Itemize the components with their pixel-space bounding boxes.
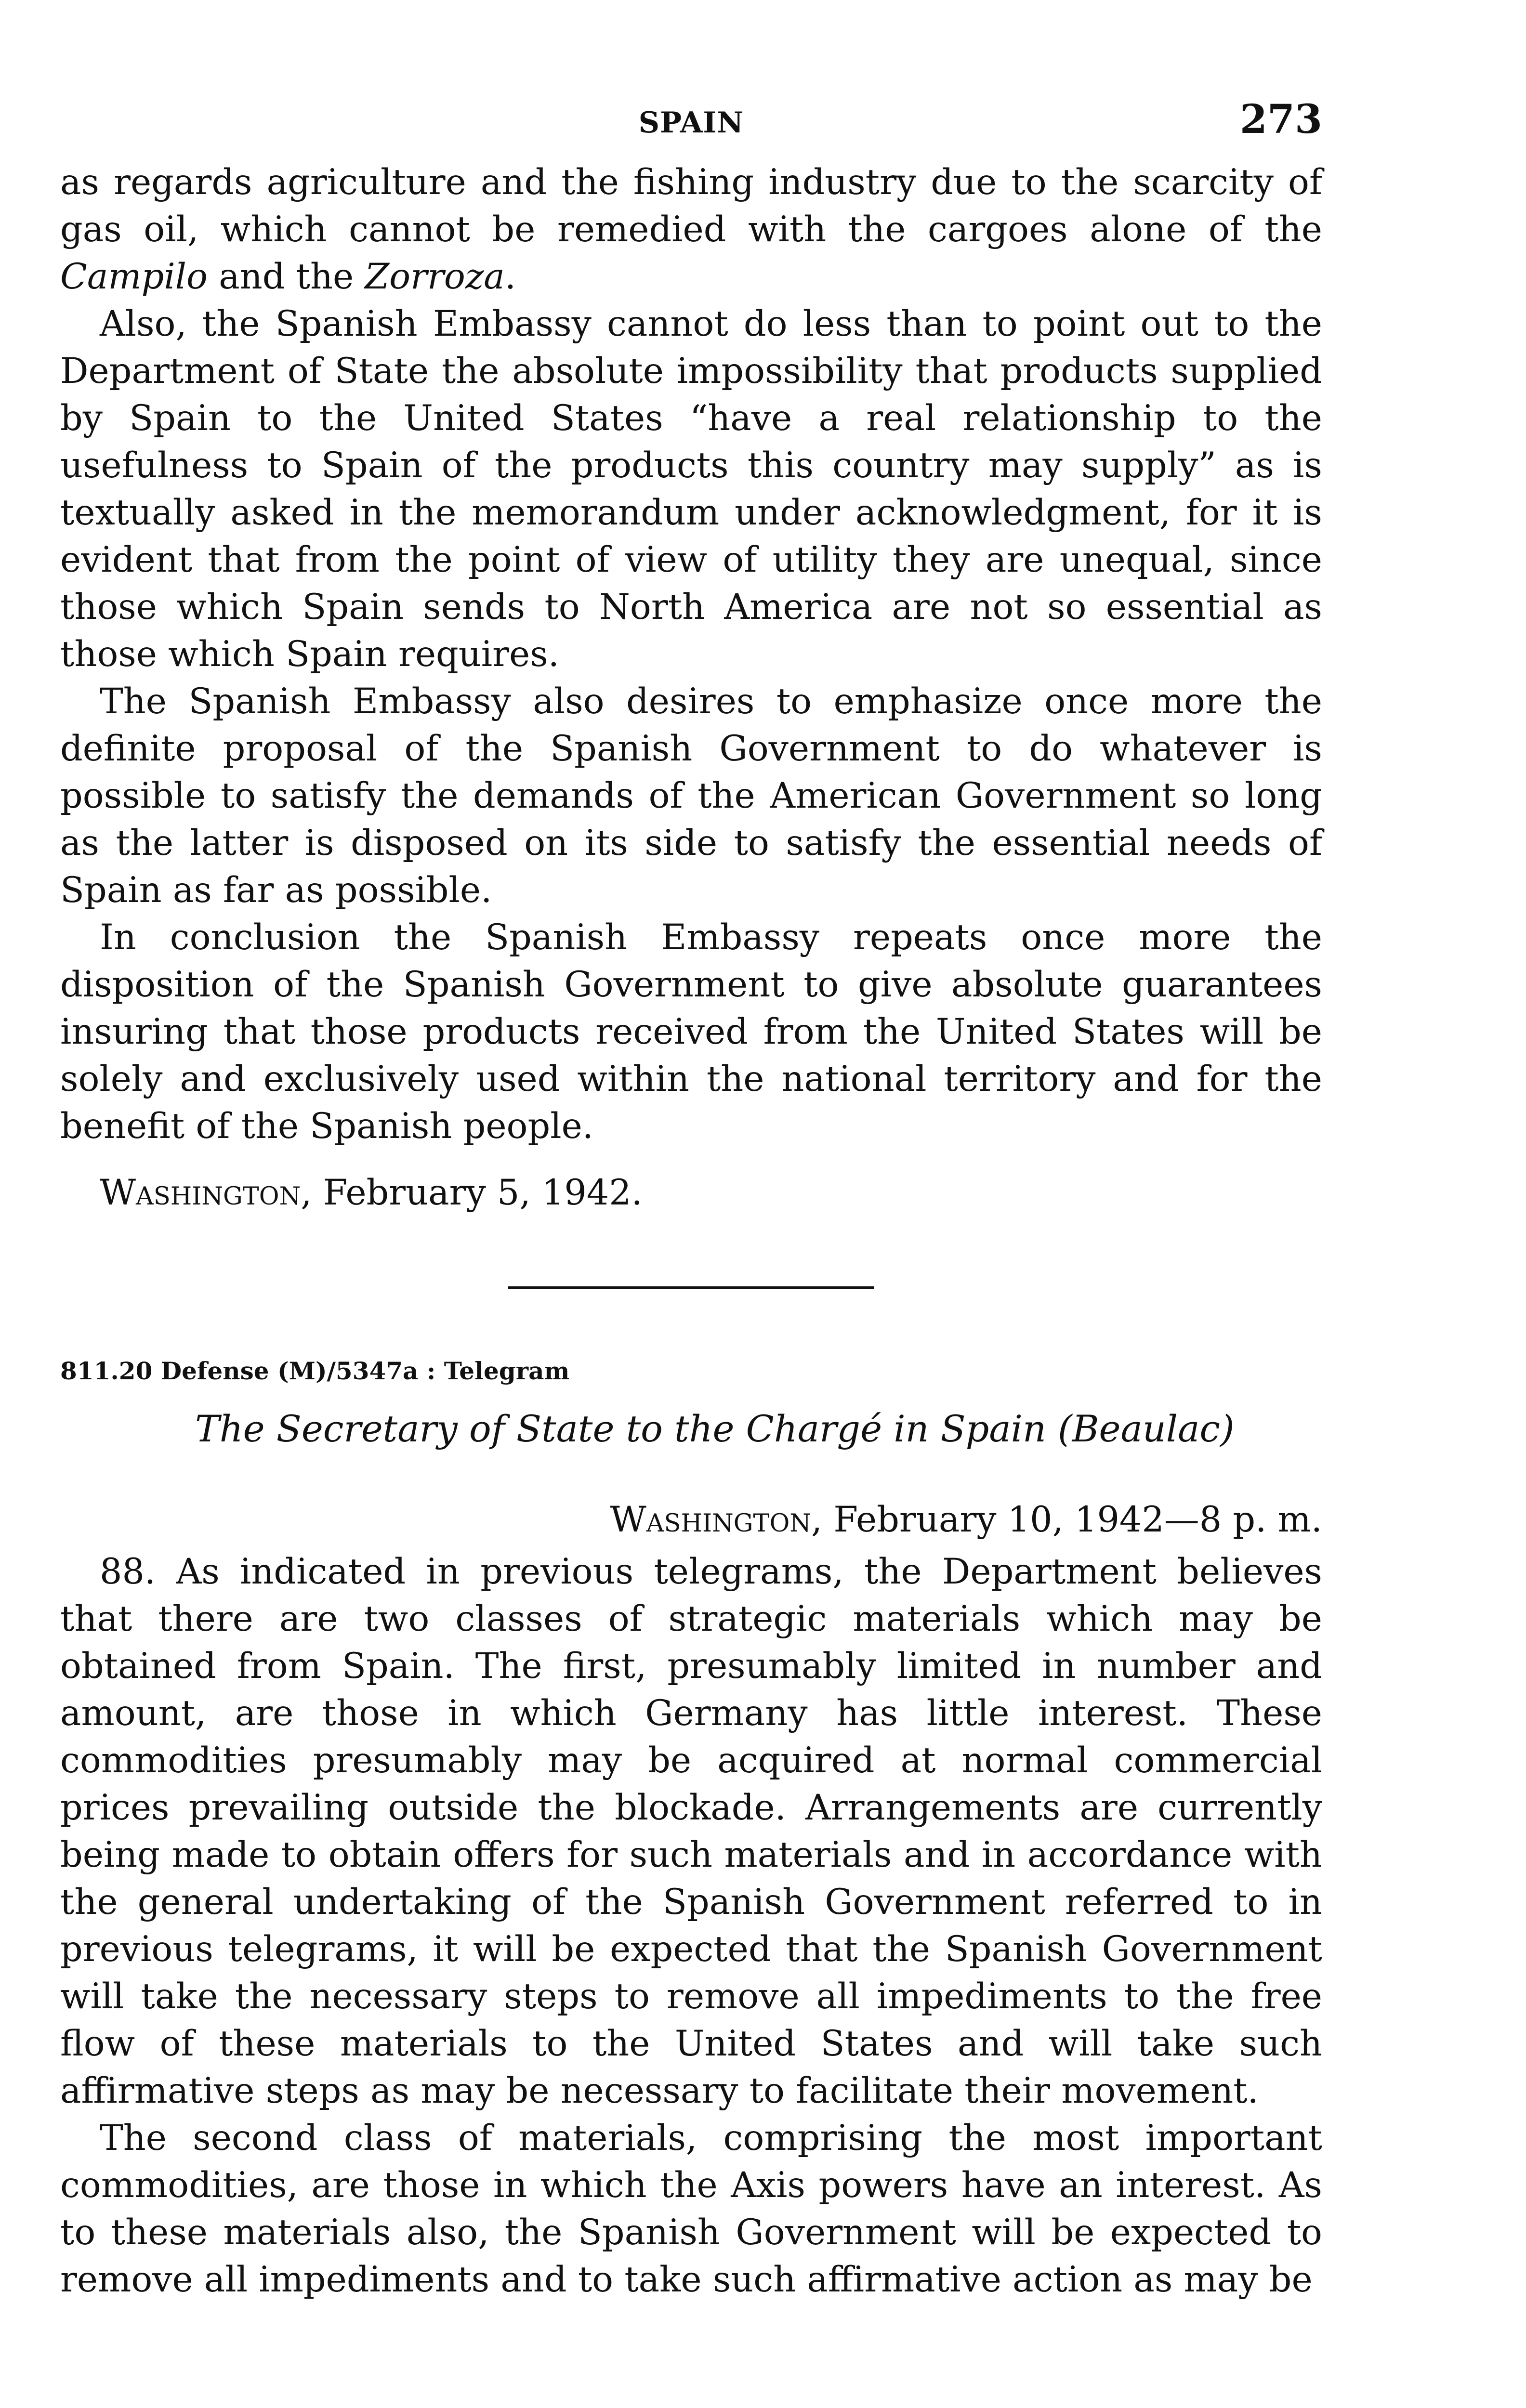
page-number: 273 — [1239, 96, 1322, 143]
telegram-document — [60, 1352, 1322, 2303]
title-name: Beaulac — [1072, 1407, 1220, 1450]
paragraph: In conclusion the Spanish Embassy repeats once more the disposition of the Spanish Government to give absolute guarantees insuring that those products received from the United States will be solely and exclusively used within the national territory and for the benefit of the Spanish people. — [60, 917, 1322, 1147]
paragraph-text: . — [504, 256, 516, 297]
signoff-date: , February 5, 1942. — [301, 1172, 643, 1213]
section-divider — [508, 1286, 874, 1289]
title-text: The Secretary of State to the Chargé in Spain ( — [195, 1407, 1072, 1450]
memorandum-continuation — [60, 159, 1322, 1217]
paragraph: 88. As indicated in previous telegrams, the Department believes that there are two classes of strategic materials which may be obtained from Spain. The first, presumably limited in number and amount, are those in which Germany has little interest. These commodities presumably may be acquired at normal commercial prices prevailing outside the blockade. Arrangements are currently being made to obtain offers for such materials and in accordance with the general undertaking of the Spanish Government referred to in previous telegrams, it will be expected that the Spanish Government will take the necessary steps to remove all impediments to the free flow of these materials to the United States and will take such affirmative steps as may be necessary to facilitate their movement. — [60, 1551, 1322, 2111]
paragraph-text: and the — [207, 256, 365, 297]
paragraph: Also, the Spanish Embassy cannot do less than to point out to the Department of State the absolute impossibility that products supplied by Spain to the United States “have a real relationship to the usefulness to Spain of the products this country may supply” as is textually asked in the memorandum under acknowledgment, for it is evident that from the point of view of utility they are unequal, since those which Spain sends to North America are not so essential as those which Spain requires. — [60, 303, 1322, 675]
paragraph — [60, 159, 1322, 301]
dateline-rest: , February 10, 1942—8 p. m. — [811, 1499, 1322, 1540]
paragraph: The Spanish Embassy also desires to emphasize once more the definite proposal of the Spanish Government to do whatever is possible to satisfy the demands of the American Government so long as the latter is disposed on its side to satisfy the essential needs of Spain as far as possible. — [60, 681, 1322, 911]
ship-name: Campilo — [60, 256, 208, 297]
dateline — [60, 1496, 1322, 1544]
file-reference: 811.20 Defense (M)/5347a : Telegram — [60, 1357, 570, 1385]
document-title — [195, 1405, 1322, 1453]
paragraph: The second class of materials, comprising the most important commodities, are those in which the Axis powers have an interest. As to these materials also, the Spanish Government will be expected to remove all impediments and to take such affirmative action as may be — [60, 2118, 1322, 2300]
paragraph-text: as regards agriculture and the fishing industry due to the scarcity of gas oil, which cannot be remedied with the cargoes alone of the — [60, 162, 1322, 250]
signoff-place: Washington — [100, 1172, 301, 1213]
running-title: SPAIN — [638, 106, 744, 140]
dateline-place: Washington — [610, 1499, 811, 1540]
ship-name: Zorroza — [365, 256, 505, 297]
signoff-line — [100, 1169, 1322, 1217]
running-header — [60, 92, 1322, 149]
document-page — [60, 92, 1322, 2303]
title-text: ) — [1220, 1407, 1235, 1450]
